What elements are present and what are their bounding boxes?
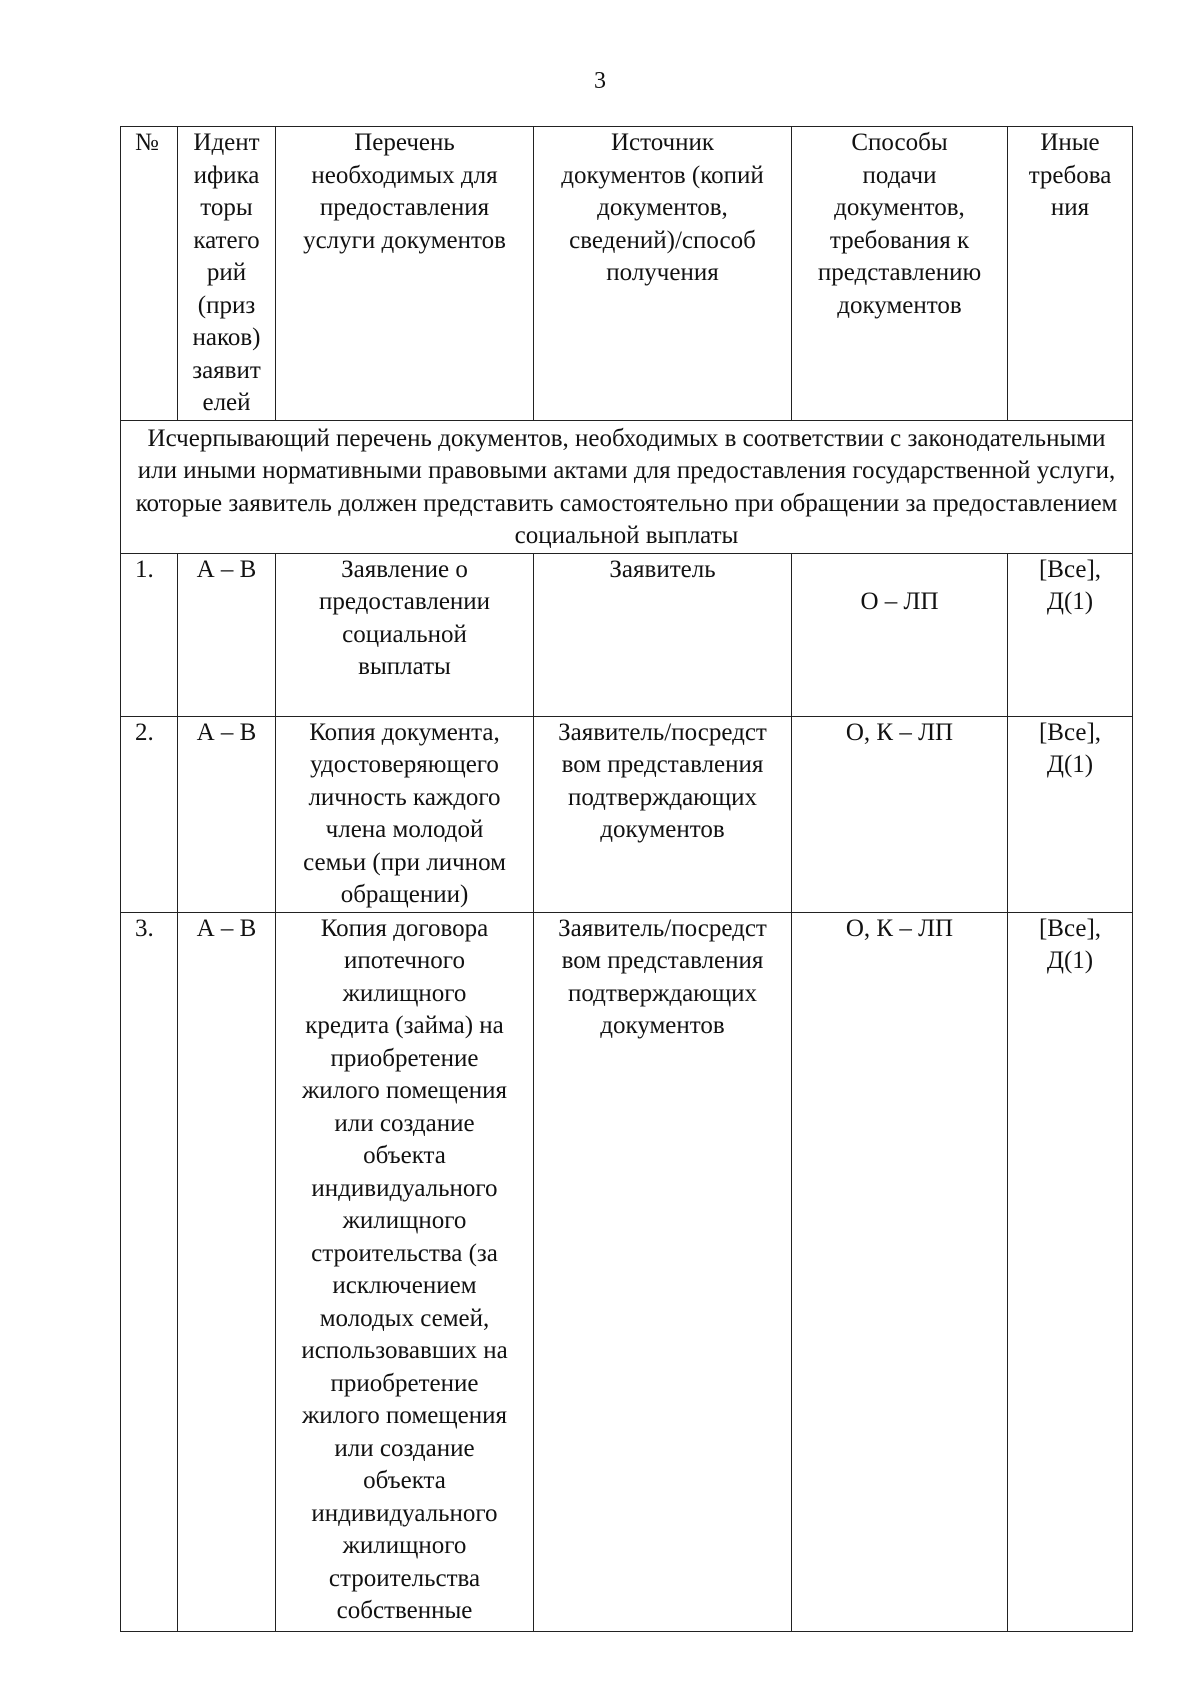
row-number: 3.	[121, 912, 178, 1631]
row-number: 2.	[121, 716, 178, 912]
row-category: А – В	[178, 716, 276, 912]
row-source: Заявитель/посредст вом представления подтверждающих документов	[534, 716, 792, 912]
table-row	[121, 553, 1133, 716]
row-other: [Все], Д(1)	[1008, 716, 1133, 912]
documents-table	[120, 126, 1133, 1632]
row-source: Заявитель/посредст вом представления подтверждающих документов	[534, 912, 792, 1631]
row-number: 1.	[121, 553, 178, 716]
row-other: [Все], Д(1)	[1008, 553, 1133, 716]
table-header-row	[121, 127, 1133, 421]
header-other-requirements: Иные требова ния	[1008, 127, 1133, 421]
header-number: №	[121, 127, 178, 421]
section-title: Исчерпывающий перечень документов, необходимых в соответствии с законодательными или иными нормативными правовыми актами для предоставления государственной услуги, которые заявитель должен представить самостоятельно при обращении за предоставлением социальной выплаты	[121, 420, 1133, 553]
row-other: [Все], Д(1)	[1008, 912, 1133, 1631]
section-row	[121, 420, 1133, 553]
header-document-list: Перечень необходимых для предоставления услуги документов	[276, 127, 534, 421]
row-document: Заявление о предоставлении социальной выплаты	[276, 553, 534, 716]
row-submission: О, К – ЛП	[792, 716, 1008, 912]
row-submission: О – ЛП	[792, 553, 1008, 716]
table-row	[121, 912, 1133, 1631]
row-submission: О, К – ЛП	[792, 912, 1008, 1631]
table-row	[121, 716, 1133, 912]
row-source: Заявитель	[534, 553, 792, 716]
row-category: А – В	[178, 553, 276, 716]
row-category: А – В	[178, 912, 276, 1631]
row-document: Копия документа, удостоверяющего личность каждого члена молодой семьи (при личном обращении)	[276, 716, 534, 912]
header-category-identifiers: Идент ифика торы катего рий (приз наков) заявит елей	[178, 127, 276, 421]
page-number: 3	[594, 68, 606, 94]
header-submission-methods: Способы подачи документов, требования к представлению документов	[792, 127, 1008, 421]
row-document: Копия договора ипотечного жилищного кредита (займа) на приобретение жилого помещения или создание объекта индивидуального жилищного строительства (за исключением молодых семей, использовавших на приобретение жилого помещения или создание объекта индивидуального жилищного строительства собственные	[276, 912, 534, 1631]
header-document-source: Источник документов (копий документов, сведений)/способ получения	[534, 127, 792, 421]
